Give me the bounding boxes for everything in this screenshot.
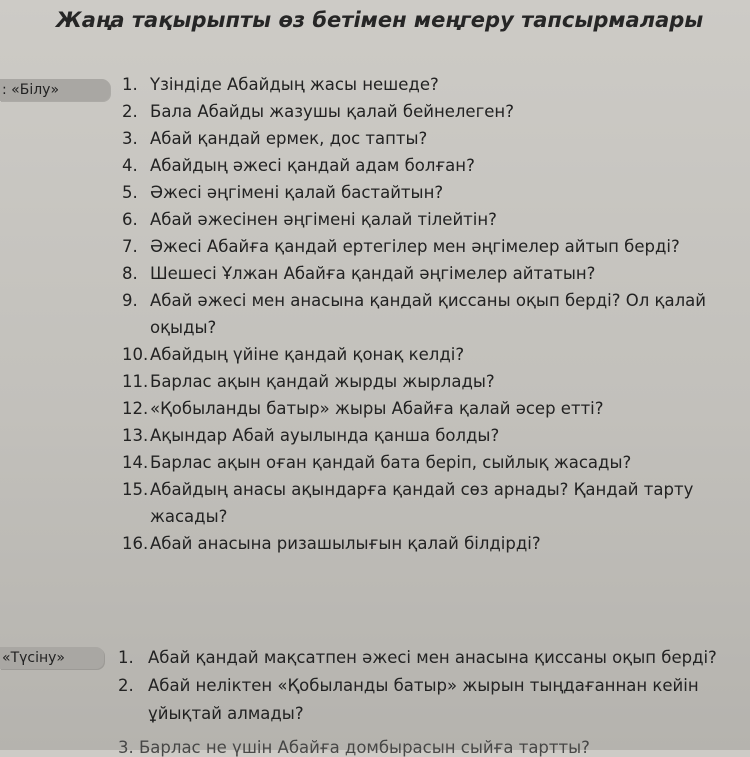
bilu-question-7 — [122, 237, 680, 256]
question-text: Абай неліктен «Қобыланды батыр» жырын тыңдағаннан кейін — [148, 676, 699, 695]
question-text: Шешесі Ұлжан Абайға қандай әңгімелер айтатын? — [150, 264, 596, 283]
question-text: Абай әжесі мен анасына қандай қиссаны оқып берді? Ол қалай — [150, 291, 707, 310]
question-text: Абайдың әжесі қандай адам болған? — [150, 156, 475, 175]
question-number: 16. — [122, 534, 149, 553]
question-continuation: жасады? — [150, 507, 228, 526]
question-number: 5. — [122, 183, 138, 202]
question-number: 12. — [122, 399, 149, 418]
question-continuation: ұйықтай алмады? — [148, 704, 304, 723]
question-text: Абай қандай ермек, дос тапты? — [150, 129, 428, 148]
question-number: 1. — [122, 75, 138, 94]
question-text: Барлас ақын қандай жырды жырлады? — [150, 372, 495, 391]
section-tab-tusinu: «Түсіну» — [0, 647, 104, 669]
question-text: Әжесі Абайға қандай ертегілер мен әңгімелер айтып берді? — [150, 237, 680, 256]
bilu-question-14 — [122, 453, 631, 472]
page-title: Жаңа тақырыпты өз бетімен меңгеру тапсырмалары — [56, 8, 704, 32]
question-number: 4. — [122, 156, 138, 175]
bilu-question-11 — [122, 372, 495, 391]
bilu-question-16 — [122, 534, 541, 553]
question-text: Үзіндіде Абайдың жасы нешеде? — [150, 75, 439, 94]
question-text: «Қобыланды батыр» жыры Абайға қалай әсер етті? — [150, 399, 604, 418]
question-text: Бала Абайды жазушы қалай бейнелеген? — [150, 102, 514, 121]
question-text: Абайдың үйіне қандай қонақ келді? — [150, 345, 465, 364]
bilu-question-13 — [122, 426, 499, 445]
question-text: Абай әжесінен әңгімені қалай тілейтін? — [150, 210, 497, 229]
bilu-question-10 — [122, 345, 464, 364]
question-text: Әжесі әңгімені қалай бастайтын? — [150, 183, 444, 202]
question-number: 14. — [122, 453, 149, 472]
bilu-question-9 — [122, 291, 706, 310]
bilu-question-2 — [122, 102, 514, 121]
bilu-question-1 — [122, 75, 439, 94]
tusinu-question-1 — [118, 648, 717, 667]
question-text: Абайдың анасы ақындарға қандай сөз арнады? Қандай тарту — [150, 480, 694, 499]
bilu-question-12 — [122, 399, 604, 418]
cut-off-line: 3. Барлас не үшін Абайға домбырасын сыйға тартты? — [118, 738, 590, 757]
question-number: 3. — [122, 129, 138, 148]
bilu-question-8 — [122, 264, 595, 283]
question-text: Абай қандай мақсатпен әжесі мен анасына қиссаны оқып берді? — [148, 648, 717, 667]
question-number: 2. — [118, 676, 134, 695]
question-number: 8. — [122, 264, 138, 283]
question-text: Абай анасына ризашылығын қалай білдірді? — [150, 534, 541, 553]
question-number: 11. — [122, 372, 149, 391]
bilu-question-6 — [122, 210, 497, 229]
question-number: 1. — [118, 648, 134, 667]
question-number: 13. — [122, 426, 149, 445]
bilu-question-4 — [122, 156, 475, 175]
question-number: 6. — [122, 210, 138, 229]
question-continuation: оқыды? — [150, 318, 217, 337]
bilu-question-5 — [122, 183, 443, 202]
question-number: 7. — [122, 237, 138, 256]
bilu-question-3 — [122, 129, 427, 148]
tusinu-question-2 — [118, 676, 699, 695]
question-number: 9. — [122, 291, 138, 310]
question-number: 10. — [122, 345, 149, 364]
section-tab-bilu: : «Білу» — [0, 79, 110, 101]
question-number: 15. — [122, 480, 149, 499]
bilu-question-15 — [122, 480, 693, 499]
question-number: 2. — [122, 102, 138, 121]
question-text: Ақындар Абай ауылында қанша болды? — [150, 426, 500, 445]
question-text: Барлас ақын оған қандай бата беріп, сыйлық жасады? — [150, 453, 632, 472]
